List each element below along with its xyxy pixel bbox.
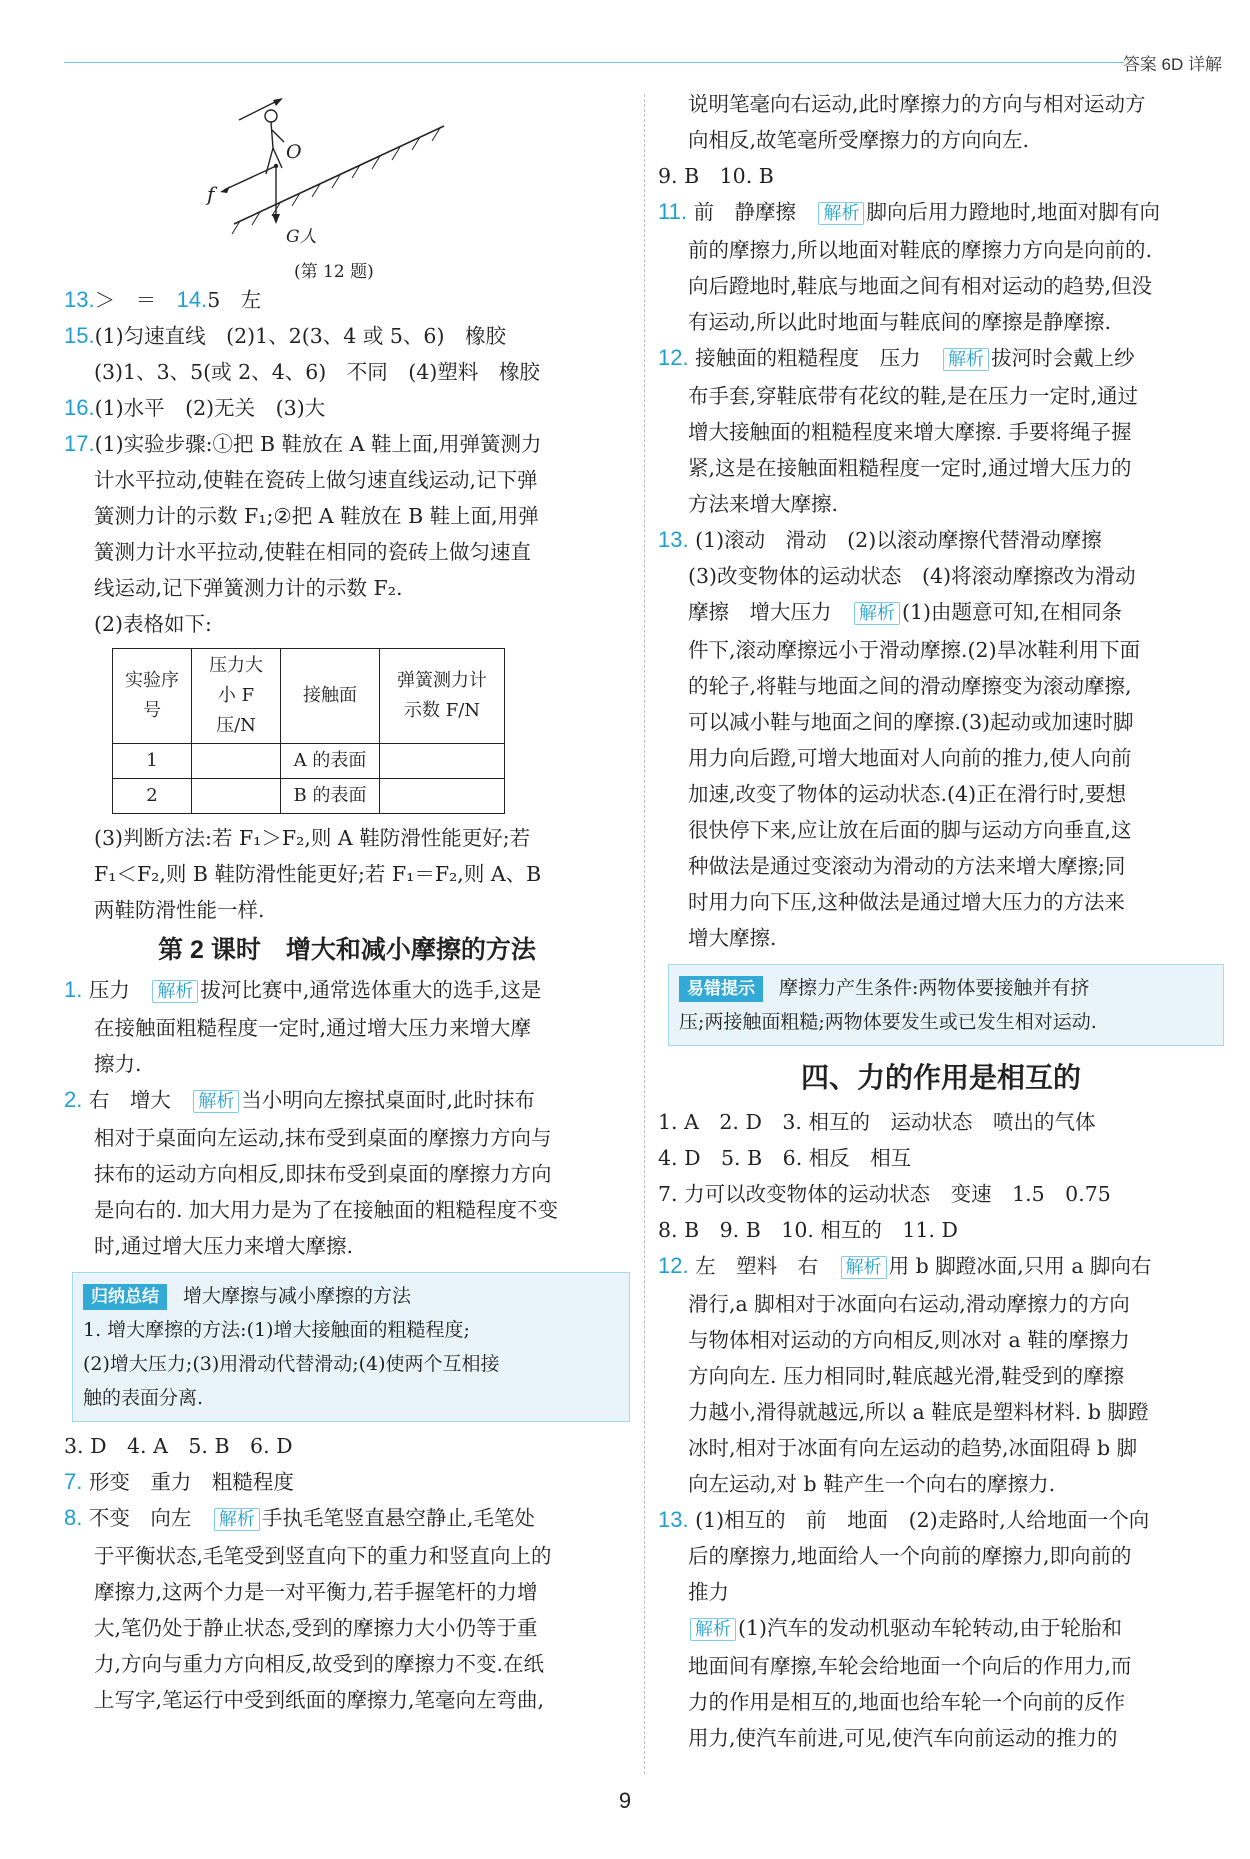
answer-11: 11. 前 静摩擦 解析 脚向后用力蹬地时,地面对脚有向: [658, 199, 1160, 224]
answer-17-line: (2)表格如下:: [94, 612, 212, 636]
summary-line: (2)增大压力;(3)用滑动代替滑动;(4)使两个互相接: [83, 1353, 500, 1375]
answer-line: 加速,改变了物体的运动状态.(4)正在滑行时,要想: [688, 782, 1127, 806]
answer-line: 滑行,a 脚相对于冰面向右运动,滑动摩擦力的方向: [688, 1292, 1130, 1316]
answer-s3-6: 3. D 4. A 5. B 6. D: [64, 1434, 293, 1458]
answer-line: 擦力.: [94, 1052, 142, 1076]
answer-15-line2: (3)1、3、5(或 2、4、6) 不同 (4)塑料 橡胶: [94, 360, 540, 384]
answer-line: 件下,滚动摩擦远小于滑动摩擦.(2)旱冰鞋利用下面: [688, 638, 1141, 662]
answer-line: 向后蹬地时,鞋底与地面之间有相对运动的趋势,但没: [688, 274, 1153, 298]
summary-line: 1. 增大摩擦的方法:(1)增大接触面的粗糙程度;: [83, 1319, 470, 1341]
answer-16: 16.(1)水平 (2)无关 (3)大: [64, 395, 326, 420]
answer-13-14: 13.＞ ＝ 14.5 左: [64, 287, 262, 312]
answer-17-line: 线运动,记下弹簧测力计的示数 F₂.: [94, 576, 403, 600]
header-title: 答案 6D 详解: [1122, 55, 1222, 74]
answer-line: 相对于桌面向左运动,抹布受到桌面的摩擦力方向与: [94, 1126, 552, 1150]
answer-17-line: 簧测力计的示数 F₁;②把 A 鞋放在 B 鞋上面,用弹: [94, 504, 539, 528]
answer-line: 方向向左. 压力相同时,鞋底越光滑,鞋受到的摩擦: [688, 1364, 1125, 1388]
answer-line: 可以减小鞋与地面之间的摩擦.(3)起动或加速时脚: [688, 710, 1134, 734]
answer-17-line: 计水平拉动,使鞋在瓷砖上做匀速直线运动,记下弹: [94, 468, 538, 492]
answer-line: 摩擦力,这两个力是一对平衡力,若手握笔杆的力增: [94, 1580, 538, 1604]
answer-line: 的轮子,将鞋与地面之间的滑动摩擦变为滚动摩擦,: [688, 674, 1132, 698]
answer-line: 是向右的. 加大用力是为了在接触面的粗糙程度不变: [94, 1198, 559, 1222]
table-row: 2 B 的表面: [113, 779, 505, 814]
answer-line: 力,方向与重力方向相反,故受到的摩擦力不变.在纸: [94, 1652, 545, 1676]
summary-box: [72, 1272, 630, 1422]
answer-17-line: 两鞋防滑性能一样.: [94, 898, 265, 922]
answer-line: 用力,使汽车前进,可见,使汽车向前运动的推力的: [688, 1726, 1118, 1750]
answer-s1: 1. 压力 解析 拔河比赛中,通常选体重大的选手,这是: [64, 977, 542, 1002]
answer-line: (3)改变物体的运动状态 (4)将滚动摩擦改为滑动: [688, 564, 1136, 588]
answer-line: 推力: [688, 1580, 729, 1604]
right-column: [658, 86, 1224, 1756]
answer-line: 布手套,穿鞋底带有花纹的鞋,是在压力一定时,通过: [688, 384, 1139, 408]
answer-s2: 2. 右 增大 解析 当小明向左擦拭桌面时,此时抹布: [64, 1087, 535, 1112]
header-rule: [64, 62, 1124, 63]
answer-line: 后的摩擦力,地面给人一个向前的摩擦力,即向前的: [688, 1544, 1132, 1568]
answer-line: 方法来增大摩擦.: [688, 492, 839, 516]
answer-line: 种做法是通过变滚动为滑动的方法来增大摩擦;同: [688, 854, 1126, 878]
answer-line: 解析 (1)汽车的发动机驱动车轮转动,由于轮胎和: [658, 1610, 1224, 1648]
tip-line: 压;两接触面粗糙;两物体要发生或已发生相对运动.: [679, 1011, 1097, 1033]
answer-line: 时用力向下压,这种做法是通过增大压力的方法来: [688, 890, 1126, 914]
answer-line: 时,通过增大压力来增大摩擦.: [94, 1234, 354, 1258]
section-title-4: 四、力的作用是相互的: [800, 1062, 1081, 1093]
summary-tag: 归纳总结: [83, 1284, 167, 1310]
answer-line: 说明笔毫向右运动,此时摩擦力的方向与相对运动方: [688, 92, 1146, 116]
answer-line: 增大接触面的粗糙程度来增大摩擦. 手要将绳子握: [688, 420, 1132, 444]
answer-line: 力的作用是相互的,地面也给车轮一个向前的反作: [688, 1690, 1126, 1714]
answer-9-10: 9. B 10. B: [658, 164, 774, 188]
summary-title: 增大摩擦与减小摩擦的方法: [183, 1285, 412, 1307]
tip-box: [668, 964, 1224, 1046]
page-number: 9: [618, 1788, 632, 1813]
figure-q12: [64, 86, 630, 282]
answer-17-line: F₁＜F₂,则 B 鞋防滑性能更好;若 F₁＝F₂,则 A、B: [94, 862, 542, 886]
answer-r8: 8. B 9. B 10. 相互的 11. D: [658, 1218, 958, 1242]
answer-line: 很快停下来,应让放在后面的脚与运动方向垂直,这: [688, 818, 1132, 842]
answer-line: 力越小,滑得就越远,所以 a 鞋底是塑料材料. b 脚蹬: [688, 1400, 1149, 1424]
slope-diagram: [64, 86, 630, 256]
answer-line: 用力向后蹬,可增大地面对人向前的推力,使人向前: [688, 746, 1132, 770]
answer-13: 13. (1)滚动 滑动 (2)以滚动摩擦代替滑动摩擦: [658, 527, 1102, 552]
table-header: 压力大 小 F压/N: [192, 649, 281, 744]
answer-line: 前的摩擦力,所以地面对鞋底的摩擦力方向是向前的.: [688, 238, 1153, 262]
answer-r7: 7. 力可以改变物体的运动状态 变速 1.5 0.75: [658, 1182, 1111, 1206]
answer-15: 15.(1)匀速直线 (2)1、2(3、4 或 5、6) 橡胶: [64, 323, 506, 348]
answer-line: 紧,这是在接触面粗糙程度一定时,通过增大压力的: [688, 456, 1132, 480]
experiment-table: [112, 648, 505, 814]
answer-line: 增大摩擦.: [688, 926, 777, 950]
answer-12: 12. 接触面的粗糙程度 压力 解析 拔河时会戴上纱: [658, 345, 1135, 370]
answer-line: 向左运动,对 b 鞋产生一个向右的摩擦力.: [688, 1472, 1056, 1496]
answer-r4: 4. D 5. B 6. 相反 相互: [658, 1146, 912, 1170]
figure-caption: (第 12 题): [294, 262, 374, 282]
answer-line: 于平衡状态,毛笔受到竖直向下的重力和竖直向上的: [94, 1544, 552, 1568]
answer-line: 冰时,相对于冰面有向左运动的趋势,冰面阻碍 b 脚: [688, 1436, 1138, 1460]
answer-line: 摩擦 增大压力 解析 (1)由题意可知,在相同条: [688, 600, 1123, 624]
label-o: O: [286, 141, 302, 163]
tip-tag: 易错提示: [679, 976, 763, 1002]
left-column: [64, 86, 630, 1718]
answer-s8: 8. 不变 向左 解析 手执毛笔竖直悬空静止,毛笔处: [64, 1505, 535, 1530]
table-header: 接触面: [281, 649, 380, 744]
answer-line: 在接触面粗糙程度一定时,通过增大压力来增大摩: [94, 1016, 532, 1040]
answer-line: 上写字,笔运行中受到纸面的摩擦力,笔毫向左弯曲,: [94, 1688, 545, 1712]
answer-line: 向相反,故笔毫所受摩擦力的方向向左.: [688, 128, 1030, 152]
answer-r12: 12. 左 塑料 右 解析 用 b 脚蹬冰面,只用 a 脚向右: [658, 1253, 1152, 1278]
table-header: 弹簧测力计 示数 F/N: [380, 649, 505, 744]
answer-s7: 7. 形变 重力 粗糙程度: [64, 1469, 294, 1494]
section-title-lesson2: 第 2 课时 增大和减小摩擦的方法: [158, 936, 536, 964]
label-f: f: [207, 182, 215, 206]
answer-line: 地面间有摩擦,车轮会给地面一个向后的作用力,而: [688, 1654, 1132, 1678]
tip-line: 摩擦力产生条件:两物体要接触并有挤: [779, 977, 1090, 999]
answer-line: 抹布的运动方向相反,即抹布受到桌面的摩擦力方向: [94, 1162, 552, 1186]
answer-r13: 13. (1)相互的 前 地面 (2)走路时,人给地面一个向: [658, 1507, 1150, 1532]
answer-17-line: 簧测力计水平拉动,使鞋在相同的瓷砖上做匀速直: [94, 540, 532, 564]
answer-17: 17.(1)实验步骤:①把 B 鞋放在 A 鞋上面,用弹簧测力: [64, 431, 542, 456]
answer-line: 与物体相对运动的方向相反,则冰对 a 鞋的摩擦力: [688, 1328, 1130, 1352]
label-g: G人: [286, 227, 317, 247]
column-divider: [644, 94, 645, 1774]
answer-17-line: (3)判断方法:若 F₁＞F₂,则 A 鞋防滑性能更好;若: [94, 826, 531, 850]
answer-r1: 1. A 2. D 3. 相互的 运动状态 喷出的气体: [658, 1110, 1096, 1134]
answer-line: 大,笔仍处于静止状态,受到的摩擦力大小仍等于重: [94, 1616, 538, 1640]
answer-line: 有运动,所以此时地面与鞋底间的摩擦是静摩擦.: [688, 310, 1112, 334]
table-header: 实验序号: [113, 649, 192, 744]
table-row: 1 A 的表面: [113, 744, 505, 779]
summary-line: 触的表面分离.: [83, 1387, 204, 1409]
